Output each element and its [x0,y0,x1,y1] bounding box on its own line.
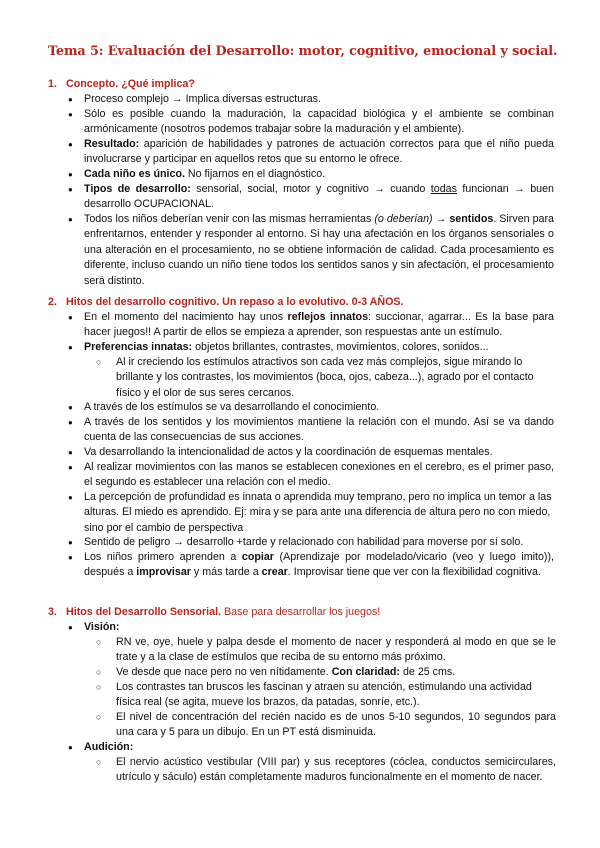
sub-list-item [116,680,556,711]
list-item-bold: improvisar [136,566,191,579]
list-item-text: objetos brillantes, contrastes, movimientos, colores, sonidos... [192,341,489,353]
list-item-text: Al ir creciendo los estímulos atractivos son cada vez más complejos, sigue mirando lo brillante y los contrastes, los movimientos (boca, ojos, cabeza...), agrado por el contacto físico y el olor de sus seres cercanos. [116,356,534,399]
list-item [84,415,554,446]
list-item-text: Los contrastes tan bruscos les fascinan y atraen su atención, estimulando una actividad física real (se agita, mueve los brazos, da patadas, sonríe, etc.). [116,681,532,709]
list-item-text: (Aprendizaje por modelado/vicario (veo y luego imito)), después a [84,551,555,579]
list-item-text: Sólo es posible cuando la maduración, la capacidad biológica y el ambiente se combinan armónicamente (nosotros podemos trabajar sobre la maduración y el ambiente). [84,108,554,136]
list-item [84,535,554,550]
list-item-text: sensorial, social, motor y cognitivo → cuando [190,183,431,195]
list-item-text: El nervio acústico vestibular (VIII par) y sus receptores (cóclea, conductos semicirculares, utrículo y sáculo) están completamente maduros funcionalmente en el momento de nacer. [116,756,556,784]
list-item-bold: Preferencias innatas: [84,341,193,353]
section-heading-2 [48,295,404,310]
list-item [84,182,554,213]
list-item-text: A través de los estímulos se va desarrollando el conocimiento. [84,401,380,413]
list-item [84,212,554,289]
list-item [84,92,554,107]
list-item-text: . Sirven para enfrentarnos, entender y responder al entorno. Si hay una afectación en los órganos sensoriales o una alteración en el procesamiento, no se obtiene información de calidad. Cada procesamiento es diferente, incluso cuando un niño tiene todos los sentidos sanos y sin afectación, el procesamiento será distinto. [84,213,555,287]
list-item-bold: Cada niño es único. [84,168,185,180]
list-item [84,310,554,341]
list-item-text: Sentido de peligro → desarrollo +tarde y relacionado con habilidad para moverse por sí solo. [84,536,524,548]
section-heading-1 [48,77,195,92]
list-item-text: . Improvisar tiene que ver con la flexibilidad cognitiva. [287,566,541,579]
list-item-bold: Audición: [84,741,134,753]
list-item [84,167,554,182]
list-item [84,137,554,168]
list-item-text: No fijarnos en el diagnóstico. [184,168,326,180]
sub-list-item [116,355,556,401]
list-item-bold: copiar [241,551,274,563]
list-item-underline: todas [430,183,457,195]
sub-list-item [116,635,556,666]
list-item [84,490,554,536]
list-item-text: Va desarrollando la intencionalidad de actos y la coordinación de esquemas mentales. [84,446,493,458]
section-title: Hitos del Desarrollo Sensorial. [66,606,222,618]
list-item [84,460,554,491]
list-item [84,107,554,138]
list-item-text: y más tarde a [190,566,262,579]
list-item-text: En el momento del nacimiento hay unos [84,311,288,323]
list-item-bold: Tipos de desarrollo: [84,183,191,195]
list-item [84,445,554,460]
list-item-text: aparición de habilidades y patrones de actuación correctos para que el niño pueda involucrarse y participar en aquellos retos que su entorno le ofrece. [84,138,554,166]
list-item-bold: sentidos [449,213,494,225]
section-title-extra: Base para desarrollar los juegos! [224,606,381,618]
list-item-text: RN ve, oye, huele y palpa desde el momento de nacer y responderá al modo en que se le trate y a la clase de estímulos que reciba de su entorno más próximo. [116,636,556,664]
section-number: 3. [48,606,57,618]
list-item-text: Ve desde que nace pero no ven nítidamente. [116,666,332,678]
list-item-bold: reflejos innatos [287,311,369,323]
list-item-audicion [84,740,554,755]
section-heading-3 [48,605,380,620]
section-number: 2. [48,296,57,308]
list-item [84,400,554,415]
sub-list-item [116,710,556,741]
list-item-text: : succionar, agarrar... Es la base para hacer juegos!! A partir de ellos se empieza a aprender, son respuestas ante un estímulo. [84,311,554,339]
list-item-bold: Visión: [84,621,120,633]
page-title: Tema 5: Evaluación del Desarrollo: motor, cognitivo, emocional y social. [48,44,558,59]
section-title: Hitos del desarrollo cognitivo. Un repaso a lo evolutivo. 0-3 AÑOS. [66,296,404,308]
list-item-text: Los niños primero aprenden a [84,551,242,563]
list-item [84,340,554,355]
section-number: 1. [48,78,57,90]
list-item-text: La percepción de profundidad es innata o aprendida muy temprano, pero no implica un temor a las alturas. El miedo es aprendido. Ej: mira y se para ante una diferencia de altura pero no con miedo, sino por el cambio de perspectiva [84,491,552,534]
arrow-text: → [432,213,450,225]
list-item [84,550,554,581]
sub-list-item [116,755,556,786]
list-item-bold: Con claridad: [331,666,400,678]
list-item-text: de 25 cms. [400,666,456,678]
list-item-text: funcionan → buen desarrollo OCUPACIONAL. [84,183,554,211]
list-item-text: Todos los niños deberían venir con las mismas herramientas [84,213,375,225]
list-item-text: Al realizar movimientos con las manos se establecen conexiones en el cerebro, es el primer paso, el segundo es establecer una relación con el medio. [84,461,554,489]
list-item-text: Proceso complejo → Implica diversas estructuras. [84,93,321,105]
list-item-text: El nivel de concentración del recién nacido es de unos 5-10 segundos, 10 segundos para una cara y 5 para un dibujo. En un PT está disminuida. [116,711,556,739]
list-item-bold: crear [261,566,288,579]
list-item-bold: Resultado: [84,138,140,150]
section-title: Concepto. ¿Qué implica? [66,78,195,90]
list-item-vision [84,620,554,635]
list-item-text: A través de los sentidos y los movimientos mantiene la relación con el mundo. Así se va dando cuenta de las consecuencias de sus acciones. [84,416,554,444]
list-item-italic: (o deberían) [374,213,433,225]
sub-list-item [116,665,556,680]
